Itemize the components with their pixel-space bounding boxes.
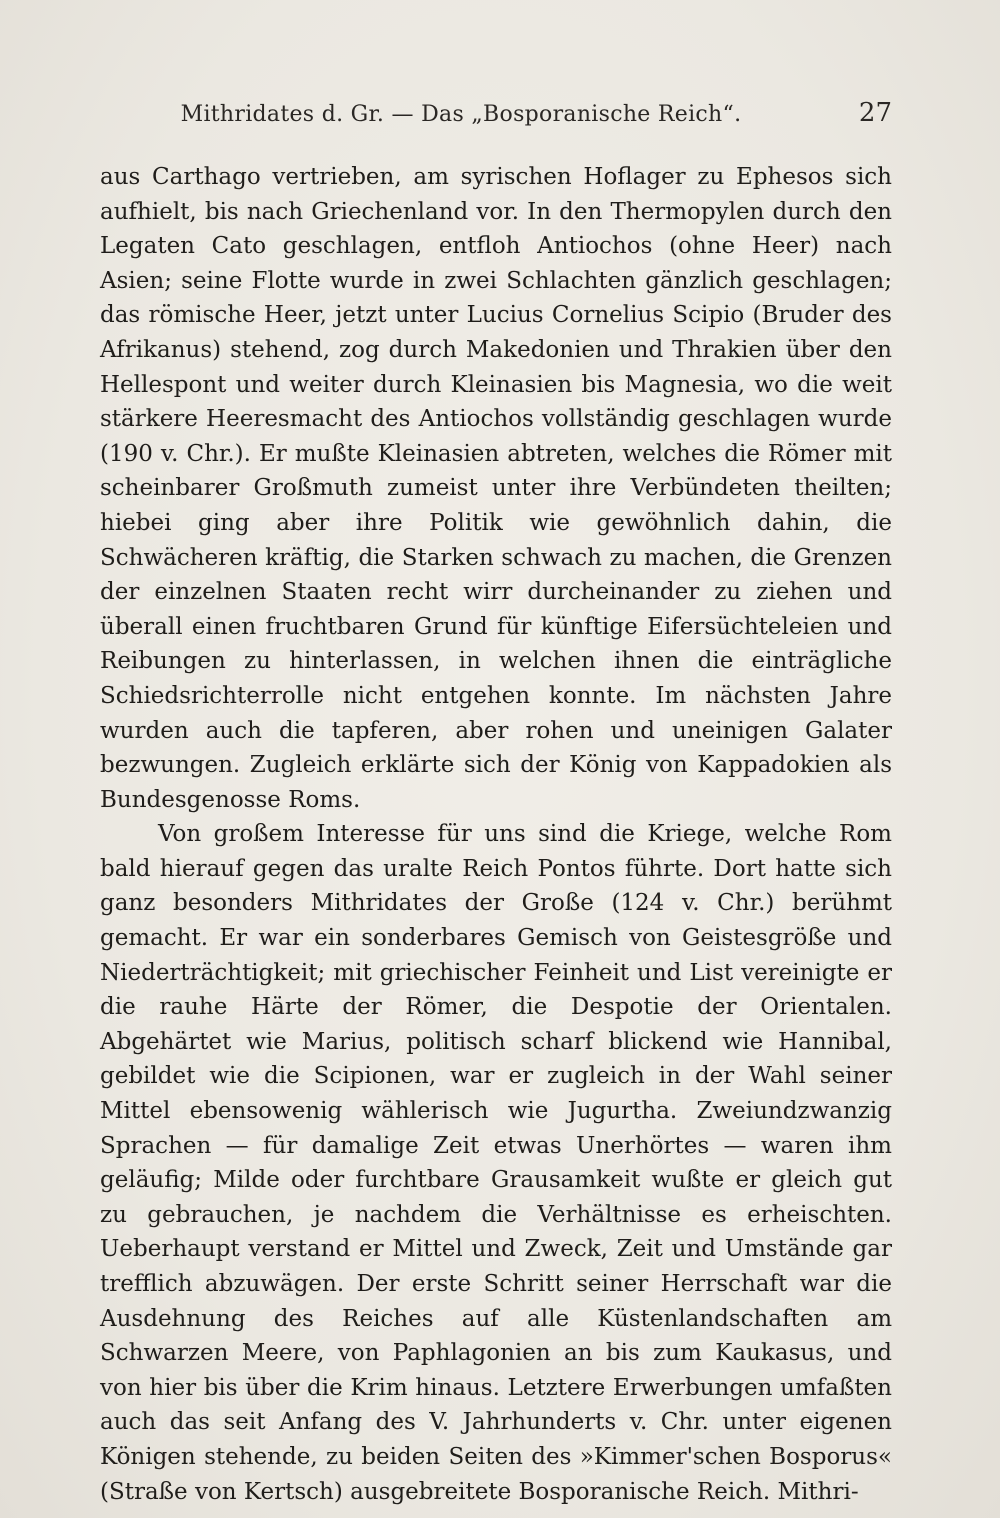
running-head: [100, 96, 892, 136]
running-title: Mithridates d. Gr. — Das „Bosporanische Reich“.: [180, 102, 742, 127]
page-number: 27: [858, 98, 892, 128]
paragraph-continued: aus Carthago vertrieben, am syrischen Hoflager zu Ephesos sich aufhielt, bis nach Griechenland vor. In den Thermopylen durch den Legaten Cato geschlagen, entfloh Antiochos (ohne Heer) nach Asien; seine Flotte wurde in zwei Schlachten gänzlich geschlagen; das römische Heer, jetzt unter Lucius Cornelius Scipio (Bruder des Afrikanus) stehend, zog durch Makedonien und Thrakien über den Hellespont und weiter durch Kleinasien bis Magnesia, wo die weit stärkere Heeresmacht des Antiochos vollständig geschlagen wurde (190 v. Chr.). Er mußte Kleinasien abtreten, welches die Römer mit scheinbarer Großmuth zumeist unter ihre Verbündeten theilten; hiebei ging aber ihre Politik wie gewöhnlich dahin, die Schwächeren kräftig, die Starken schwach zu machen, die Grenzen der einzelnen Staaten recht wirr durcheinander zu ziehen und überall einen fruchtbaren Grund für künftige Eifersüchteleien und Reibungen zu hinterlassen, in welchen ihnen die einträgliche Schiedsrichterrolle nicht entgehen konnte. Im nächsten Jahre wurden auch die tapferen, aber rohen und uneinigen Galater bezwungen. Zugleich erklärte sich der König von Kappadokien als Bundesgenosse Roms.: [100, 164, 892, 813]
body-text: [100, 160, 892, 1509]
paragraph-mithridates: Von großem Interesse für uns sind die Kriege, welche Rom bald hierauf gegen das uralte Reich Pontos führte. Dort hatte sich ganz besonders Mithridates der Große (124 v. Chr.) berühmt gemacht. Er war ein sonderbares Gemisch von Geistesgröße und Niederträchtigkeit; mit griechischer Feinheit und List vereinigte er die rauhe Härte der Römer, die Despotie der Orientalen. Abgehärtet wie Marius, politisch scharf blickend wie Hannibal, gebildet wie die Scipionen, war er zugleich in der Wahl seiner Mittel ebensowenig wählerisch wie Jugurtha. Zweiundzwanzig Sprachen — für damalige Zeit etwas Unerhörtes — waren ihm geläufig; Milde oder furchtbare Grausamkeit wußte er gleich gut zu gebrauchen, je nachdem die Verhältnisse es erheischten. Ueberhaupt verstand er Mittel und Zweck, Zeit und Umstände gar trefflich abzuwägen. Der erste Schritt seiner Herrschaft war die Ausdehnung des Reiches auf alle Küstenlandschaften am Schwarzen Meere, von Paphlagonien an bis zum Kaukasus, und von hier bis über die Krim hinaus. Letztere Erwerbungen umfaßten auch das seit Anfang des V. Jahrhunderts v. Chr. unter eigenen Königen stehende, zu beiden Seiten des »Kimmer'schen Bosporus« (Straße von Kertsch) ausgebreitete Bosporanische Reich. Mithri-: [100, 821, 892, 1505]
